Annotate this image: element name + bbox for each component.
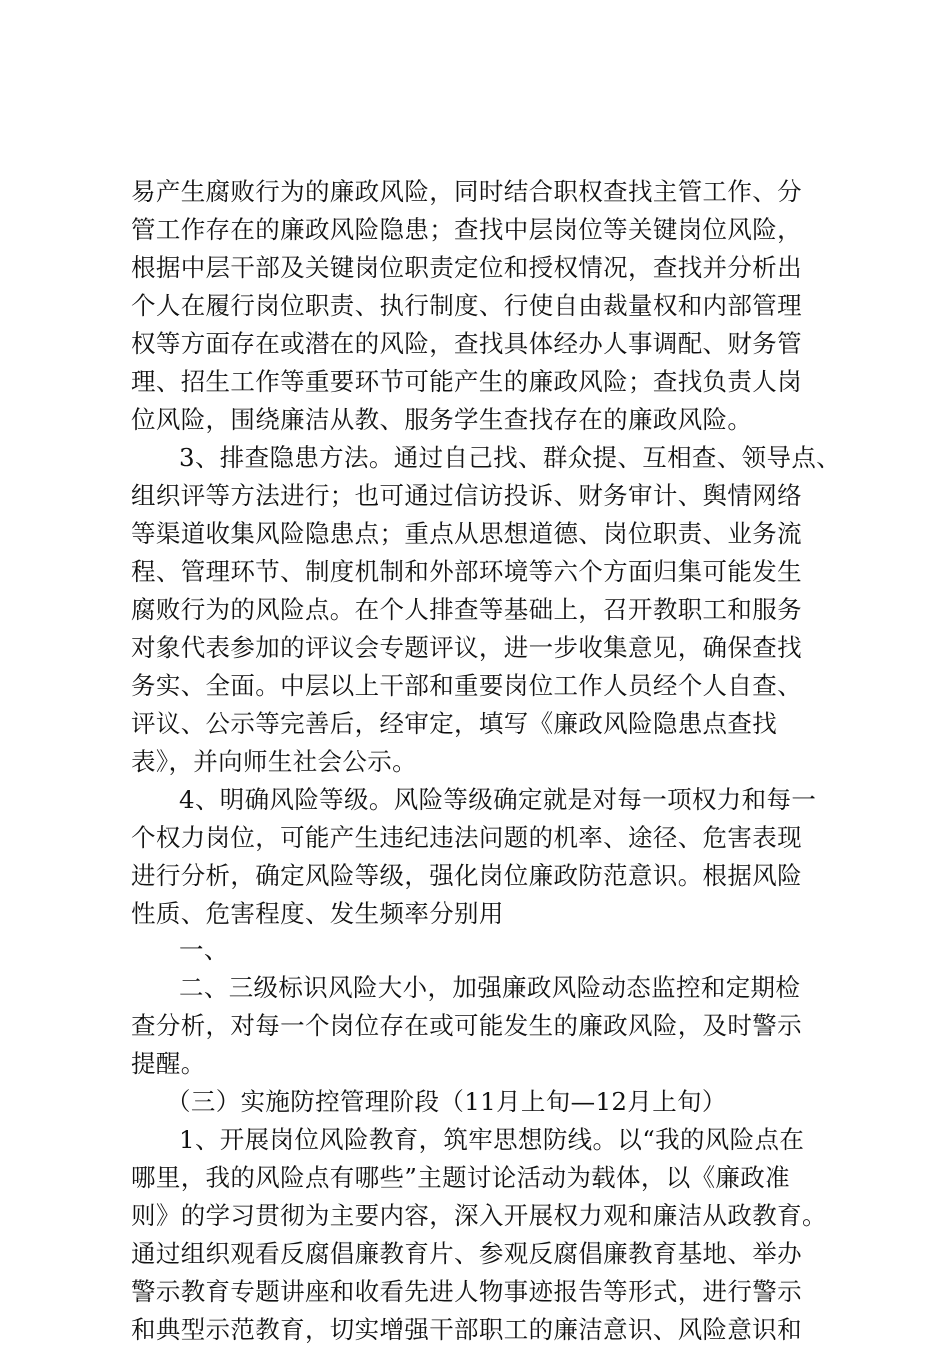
text-line: 理、招生工作等重要环节可能产生的廉政风险；查找负责人岗 bbox=[131, 367, 802, 396]
text-line: 组织评等方法进行；也可通过信访投诉、财务审计、舆情网络 bbox=[131, 481, 802, 510]
text-line: 易产生腐败行为的廉政风险，同时结合职权查找主管工作、分 bbox=[131, 177, 802, 206]
text-line: 程、管理环节、制度机制和外部环境等六个方面归集可能发生 bbox=[131, 557, 802, 586]
text-line: 性质、危害程度、发生频率分别用 bbox=[131, 899, 504, 928]
text-line: 则》的学习贯彻为主要内容，深入开展权力观和廉洁从政教育。 bbox=[131, 1201, 827, 1230]
list-marker-line: 一、 bbox=[179, 935, 229, 964]
paragraph-start-line: 1、开展岗位风险教育，筑牢思想防线。以“我的风险点在 bbox=[179, 1125, 805, 1154]
text-line: 位风险，围绕廉洁从教、服务学生查找存在的廉政风险。 bbox=[131, 405, 753, 434]
text-line: 腐败行为的风险点。在个人排查等基础上，召开教职工和服务 bbox=[131, 595, 802, 624]
text-line: 进行分析，确定风险等级，强化岗位廉政防范意识。根据风险 bbox=[131, 861, 802, 890]
section-heading: （三）实施防控管理阶段（11月上旬—12月上旬） bbox=[166, 1087, 727, 1116]
paragraph-start-line: 4、明确风险等级。风险等级确定就是对每一项权力和每一 bbox=[179, 785, 817, 814]
text-line: 通过组织观看反腐倡廉教育片、参观反腐倡廉教育基地、举办 bbox=[131, 1239, 802, 1268]
text-line: 表》，并向师生社会公示。 bbox=[131, 747, 417, 776]
text-line: 个人在履行岗位职责、执行制度、行使自由裁量权和内部管理 bbox=[131, 291, 802, 320]
text-line: 查分析，对每一个岗位存在或可能发生的廉政风险，及时警示 bbox=[131, 1011, 802, 1040]
text-line: 对象代表参加的评议会专题评议，进一步收集意见，确保查找 bbox=[131, 633, 802, 662]
text-line: 务实、全面。中层以上干部和重要岗位工作人员经个人自查、 bbox=[131, 671, 802, 700]
text-line: 管工作存在的廉政风险隐患；查找中层岗位等关键岗位风险， bbox=[131, 215, 802, 244]
text-line: 提醒。 bbox=[131, 1049, 206, 1078]
paragraph-start-line: 二、三级标识风险大小，加强廉政风险动态监控和定期检 bbox=[179, 973, 801, 1002]
text-line: 和典型示范教育，切实增强干部职工的廉洁意识、风险意识和 bbox=[131, 1315, 802, 1344]
paragraph-start-line: 3、排查隐患方法。通过自己找、群众提、互相查、领导点、 bbox=[179, 443, 842, 472]
text-line: 哪里，我的风险点有哪些”主题讨论活动为载体，以《廉政准 bbox=[131, 1163, 790, 1192]
text-line: 根据中层干部及关键岗位职责定位和授权情况，查找并分析出 bbox=[131, 253, 802, 282]
text-line: 警示教育专题讲座和收看先进人物事迹报告等形式，进行警示 bbox=[131, 1277, 802, 1306]
text-line: 评议、公示等完善后，经审定，填写《廉政风险隐患点查找 bbox=[131, 709, 778, 738]
text-line: 个权力岗位，可能产生违纪违法问题的机率、途径、危害表现 bbox=[131, 823, 802, 852]
text-line: 权等方面存在或潜在的风险，查找具体经办人事调配、财务管 bbox=[131, 329, 802, 358]
text-line: 等渠道收集风险隐患点；重点从思想道德、岗位职责、业务流 bbox=[131, 519, 802, 548]
